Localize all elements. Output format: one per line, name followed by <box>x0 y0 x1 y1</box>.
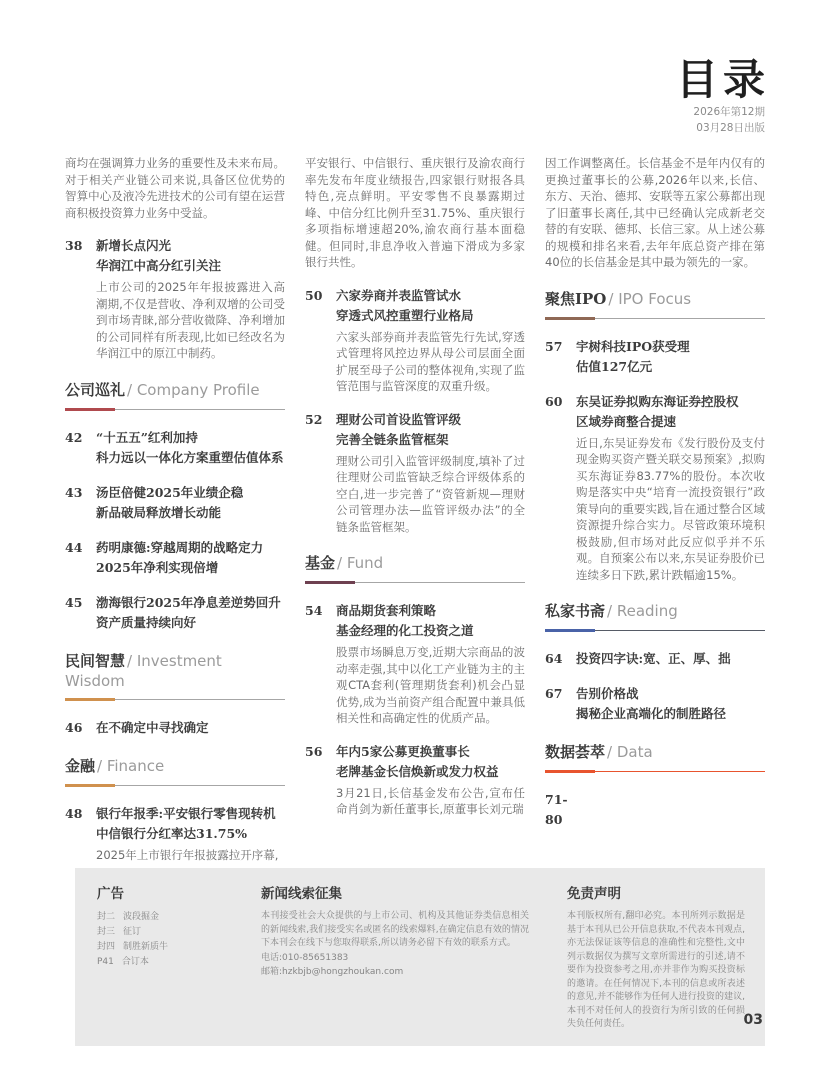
section-title-en: / Finance <box>97 756 165 775</box>
toc-entry[interactable] <box>65 236 285 362</box>
toc-entry-text <box>576 392 765 584</box>
toc-entry-title: 区域券商整合提速 <box>576 413 677 429</box>
section-title-zh: 数据荟萃 <box>545 743 606 761</box>
tips-heading: 新闻线索征集 <box>261 886 342 902</box>
section-accent-bar <box>65 784 115 787</box>
toc-entry[interactable] <box>305 286 525 395</box>
toc-entry[interactable] <box>65 718 285 738</box>
toc-entry-title: 完善全链条监管框架 <box>336 431 449 447</box>
toc-entry-summary: 2025年上市银行年报披露拉开序幕, <box>96 847 279 862</box>
toc-entry-title: 科力远以一体化方案重塑估值体系 <box>96 449 284 465</box>
section-accent-bar <box>545 629 595 632</box>
toc-entry-text <box>96 236 285 362</box>
toc-entry[interactable] <box>305 410 525 536</box>
toc-entry[interactable] <box>305 601 525 727</box>
masthead <box>675 55 770 136</box>
toc-entry-title: 银行年报季:平安银行零售现转机 <box>96 805 276 821</box>
publish-date: 03月28日出版 <box>696 122 765 135</box>
toc-entry-title: 告别价格战 <box>576 686 639 701</box>
toc-entry-text <box>576 337 765 377</box>
tips-body: 本刊接受社会大众提供的与上市公司、机构及其他证券类信息相关的新闻线索,我们接受实名或匿名的线索爆料,在确定信息有效的情况下本刊会在线下与您取得联系,所以请务必留下有效的联系方式。 <box>261 911 529 948</box>
section-title <box>545 288 765 309</box>
toc-entry-title: 新品破局释放增长动能 <box>96 504 222 520</box>
toc-entry-title: 商品期货套利策略 <box>336 603 437 618</box>
section-underline <box>545 630 765 631</box>
toc-entry-title: 东吴证券拟购东海证券控股权 <box>576 393 739 409</box>
toc-entry-text <box>336 286 525 395</box>
section-title-zh: 公司巡礼 <box>65 380 126 399</box>
toc-entry-page: 45 <box>65 594 83 610</box>
toc-entry-text <box>336 601 525 727</box>
section-title <box>65 755 285 776</box>
column-lead-paragraph: 商均在强调算力业务的重要性及未来布局。对于相关产业链公司来说,具备区位优势的智算中心及液冷先进技术的公司有望在运营商积极投资算力业务中受益。 <box>65 156 285 220</box>
section-title <box>65 650 285 690</box>
section-title-zh: 基金 <box>305 554 336 572</box>
toc-entry-title: 年内5家公募更换董事长 <box>336 743 470 759</box>
issue-number: 2026年第12期 <box>693 106 765 119</box>
section-title <box>65 379 285 400</box>
toc-entry[interactable] <box>545 790 765 830</box>
ad-item-label: P41 <box>97 957 114 967</box>
section-underline <box>65 785 285 786</box>
toc-entry-title: 药明康德:穿越周期的战略定力 <box>96 539 264 555</box>
toc-entry[interactable] <box>545 392 765 584</box>
toc-entry-title: 在不确定中寻找确定 <box>96 719 209 735</box>
section-title-zh: 民间智慧 <box>65 651 126 670</box>
toc-entry-page: 42 <box>65 429 83 445</box>
section-heading <box>545 288 765 319</box>
section-title-en: / Data <box>607 743 653 761</box>
section-accent-bar <box>65 698 115 701</box>
ad-item-title: 波段掘金 <box>123 912 160 922</box>
toc-entry-text <box>96 718 285 738</box>
toc-column <box>545 155 765 878</box>
page-title: 目录 <box>675 55 770 104</box>
toc-entry[interactable] <box>65 804 285 864</box>
toc-entry-summary: 六家头部券商并表监管先行先试,穿透式管理将风控边界从母公司层面全面扩展至母子公司的整体视角,实现了监管范围与监管深度的双重升级。 <box>336 329 525 393</box>
page-number: 03 <box>743 1012 763 1028</box>
section-heading <box>65 755 285 786</box>
ad-item <box>97 925 227 940</box>
ads-heading: 广告 <box>97 886 124 902</box>
ad-item-title: 征订 <box>123 927 142 937</box>
toc-entry-text <box>336 410 525 536</box>
toc-entry-summary: 股票市场瞬息万变,近期大宗商品的波动率走强,其中以化工产业链为主的主观CTA套利(管理期货套利)机会凸显优势,成为当前资产组合配置中兼具低相关性和高确定性的优质产品。 <box>336 645 525 725</box>
toc-entry-page: 50 <box>305 287 323 303</box>
disclaimer-body: 本刊版权所有,翻印必究。本刊所列示数据是基于本刊从已公开信息获取,不代表本刊观点,亦无法保证该等信息的准确性和完整性,文中列示数据仅为撰写文章所需进行的引述,请不要作为投资参考之用,亦并非作为购买投资标的邀请。在任何情况下,本刊的信息或所表述的意见,并不能够作为任何人进行投资的建议,本刊不对任何人的投资行为所引致的任何损失负任何责任。 <box>567 911 745 1029</box>
toc-entry-title: 理财公司首设监管评级 <box>336 411 462 427</box>
section-title-en: / Company Profile <box>127 380 260 399</box>
toc-entry-text <box>576 649 765 669</box>
section-heading <box>65 379 285 410</box>
footer-disclaimer <box>567 882 745 1032</box>
toc-entry-page: 60 <box>545 393 563 409</box>
toc-entry-page: 57 <box>545 338 563 354</box>
toc-entry-text <box>96 538 285 578</box>
toc-entry-title: 宇树科技IPO获受理 <box>576 338 690 354</box>
toc-entry-title: 投资四字诀:宽、正、厚、拙 <box>576 651 731 666</box>
toc-entry-page: 43 <box>65 484 83 500</box>
toc-entry-title: 老牌基金长信焕新或发力权益 <box>336 763 499 779</box>
toc-entry-title: 汤臣倍健2025年业绩企稳 <box>96 484 244 500</box>
footer-panel <box>75 868 765 1046</box>
toc-entry-title: 穿透式风控重塑行业格局 <box>336 307 474 323</box>
section-title-en: / Reading <box>607 602 678 620</box>
toc-entry-page: 54 <box>305 603 323 618</box>
toc-entry-page: 38 <box>65 238 83 253</box>
section-underline <box>545 318 765 319</box>
tips-email[interactable]: 邮箱:hzkbjb@hongzhoukan.com <box>261 967 404 977</box>
section-heading <box>65 650 285 700</box>
toc-entry-text <box>576 684 765 724</box>
ad-item <box>97 955 227 970</box>
ad-item <box>97 910 227 925</box>
toc-entry[interactable] <box>545 649 765 669</box>
toc-entry-title: “十五五”红利加持 <box>96 429 198 445</box>
toc-entry-title: 揭秘企业高端化的制胜路径 <box>576 706 727 721</box>
section-title-en: / Investment Wisdom <box>65 651 222 690</box>
toc-entry-title: 中信银行分红率达31.75% <box>96 825 248 841</box>
toc-entry-text <box>96 483 285 523</box>
section-underline <box>545 771 765 772</box>
toc-entry-text <box>96 428 285 468</box>
toc-entry-page: 56 <box>305 743 323 759</box>
section-accent-bar <box>545 317 595 320</box>
ad-item-title: 制胜新质牛 <box>123 942 169 952</box>
toc-entry-text <box>96 593 285 633</box>
toc-entry-page: 44 <box>65 539 83 555</box>
section-title-zh: 金融 <box>65 756 96 775</box>
toc-entry-page: 67 <box>545 686 563 701</box>
toc-entry[interactable] <box>545 684 765 724</box>
toc-entry-page: 71-80 <box>545 792 568 827</box>
toc-entry-title: 资产质量持续向好 <box>96 614 197 630</box>
section-title <box>305 552 525 573</box>
section-title-en: / Fund <box>337 554 384 572</box>
toc-entry[interactable] <box>65 428 285 468</box>
ad-item-label: 封四 <box>97 942 116 952</box>
ad-item-label: 封二 <box>97 912 116 922</box>
section-title <box>545 741 765 762</box>
toc-entry-title: 渤海银行2025年净息差逆势回升 <box>96 594 281 610</box>
section-title-zh: 聚焦IPO <box>545 289 607 308</box>
toc-entry-title: 基金经理的化工投资之道 <box>336 623 474 638</box>
ads-list <box>97 910 227 970</box>
toc-entry-page: 48 <box>65 805 83 821</box>
toc-entry-text <box>336 742 525 818</box>
section-title-en: / IPO Focus <box>608 289 692 308</box>
section-heading <box>305 552 525 583</box>
ad-item-title: 合订本 <box>121 957 149 967</box>
toc-entry-title: 2025年净利实现倍增 <box>96 559 219 575</box>
section-accent-bar <box>545 770 595 773</box>
toc-entry[interactable] <box>65 483 285 523</box>
section-underline <box>65 409 285 410</box>
toc-entry[interactable] <box>545 337 765 377</box>
toc-column <box>65 155 285 878</box>
toc-entry-title: 六家券商并表监管试水 <box>336 287 462 303</box>
toc-entry[interactable] <box>65 538 285 578</box>
toc-entry-title: 华润江中高分红引关注 <box>96 258 222 273</box>
footer-ads <box>97 882 227 1032</box>
toc-entry-summary: 3月21日,长信基金发布公告,宣布任命肖剑为新任董事长,原董事长刘元瑞 <box>336 785 525 816</box>
column-lead-paragraph: 平安银行、中信银行、重庆银行及渝农商行率先发布年度业绩报告,四家银行财报各具特色,亮点鲜明。平安零售不良暴露期过峰、中信分红比例升至31.75%、重庆银行多项指标增速超20%,渝农商行基本面稳健。但同时,非息净收入普遍下滑成为多家银行共性。 <box>305 156 525 269</box>
toc-entry-page: 46 <box>65 719 83 735</box>
ad-item <box>97 940 227 955</box>
toc-entry-title: 新增长点闪光 <box>96 238 172 253</box>
toc-entry-summary: 近日,东吴证券发布《发行股份及支付现金购买资产暨关联交易预案》,拟购买东海证券83.77%的股份。本次收购是落实中央“培育一流投资银行”政策导向的重要实践,旨在通过整合区域资源提升综合实力。尽管政策环境积极鼓励,但市场对此反应似乎并不乐观。自预案公布以来,东吴证券股价已连续多日下跌,累计跌幅逾15%。 <box>576 435 765 582</box>
tips-phone: 电话:010-85651383 <box>261 952 349 963</box>
toc-entry-title: 估值127亿元 <box>576 358 653 374</box>
section-heading <box>545 600 765 631</box>
toc-entry-summary: 上市公司的2025年年报披露进入高潮期,不仅是营收、净利双增的公司受到市场青睐,部分营收微降、净利增加的公司同样有所表现,比如已经改名为华润江中的原江中制药。 <box>96 280 285 360</box>
toc-columns <box>65 155 765 878</box>
toc-entry[interactable] <box>305 742 525 818</box>
disclaimer-heading: 免责声明 <box>567 886 621 902</box>
toc-column <box>305 155 525 878</box>
toc-entry-text <box>576 790 765 830</box>
section-underline <box>65 699 285 700</box>
section-underline <box>305 582 525 583</box>
toc-entry-page: 64 <box>545 651 563 666</box>
section-title-zh: 私家书斋 <box>545 602 606 620</box>
section-accent-bar <box>65 408 115 411</box>
toc-entry-text <box>96 804 285 864</box>
footer-news-tips <box>261 882 529 1032</box>
section-title <box>545 600 765 621</box>
toc-entry-page: 52 <box>305 411 323 427</box>
ad-item-label: 封三 <box>97 927 116 937</box>
column-lead-paragraph: 因工作调整离任。长信基金不是年内仅有的更换过董事长的公募,2026年以来,长信、东方、天治、德邦、安联等五家公募都出现了旧董事长离任,其中已经确认完成新老交替的有安联、德邦、长信三家。从上述公募的规模和排名来看,去年年底总资产排在第40位的长信基金是其中最为领先的一家。 <box>545 156 765 269</box>
toc-entry-summary: 理财公司引入监管评级制度,填补了过往理财公司监管缺乏综合评级体系的空白,进一步完善了“资管新规—理财公司管理办法—监管评级办法”的全链条监管框架。 <box>336 453 525 534</box>
section-heading <box>545 741 765 772</box>
toc-entry[interactable] <box>65 593 285 633</box>
section-accent-bar <box>305 581 355 584</box>
